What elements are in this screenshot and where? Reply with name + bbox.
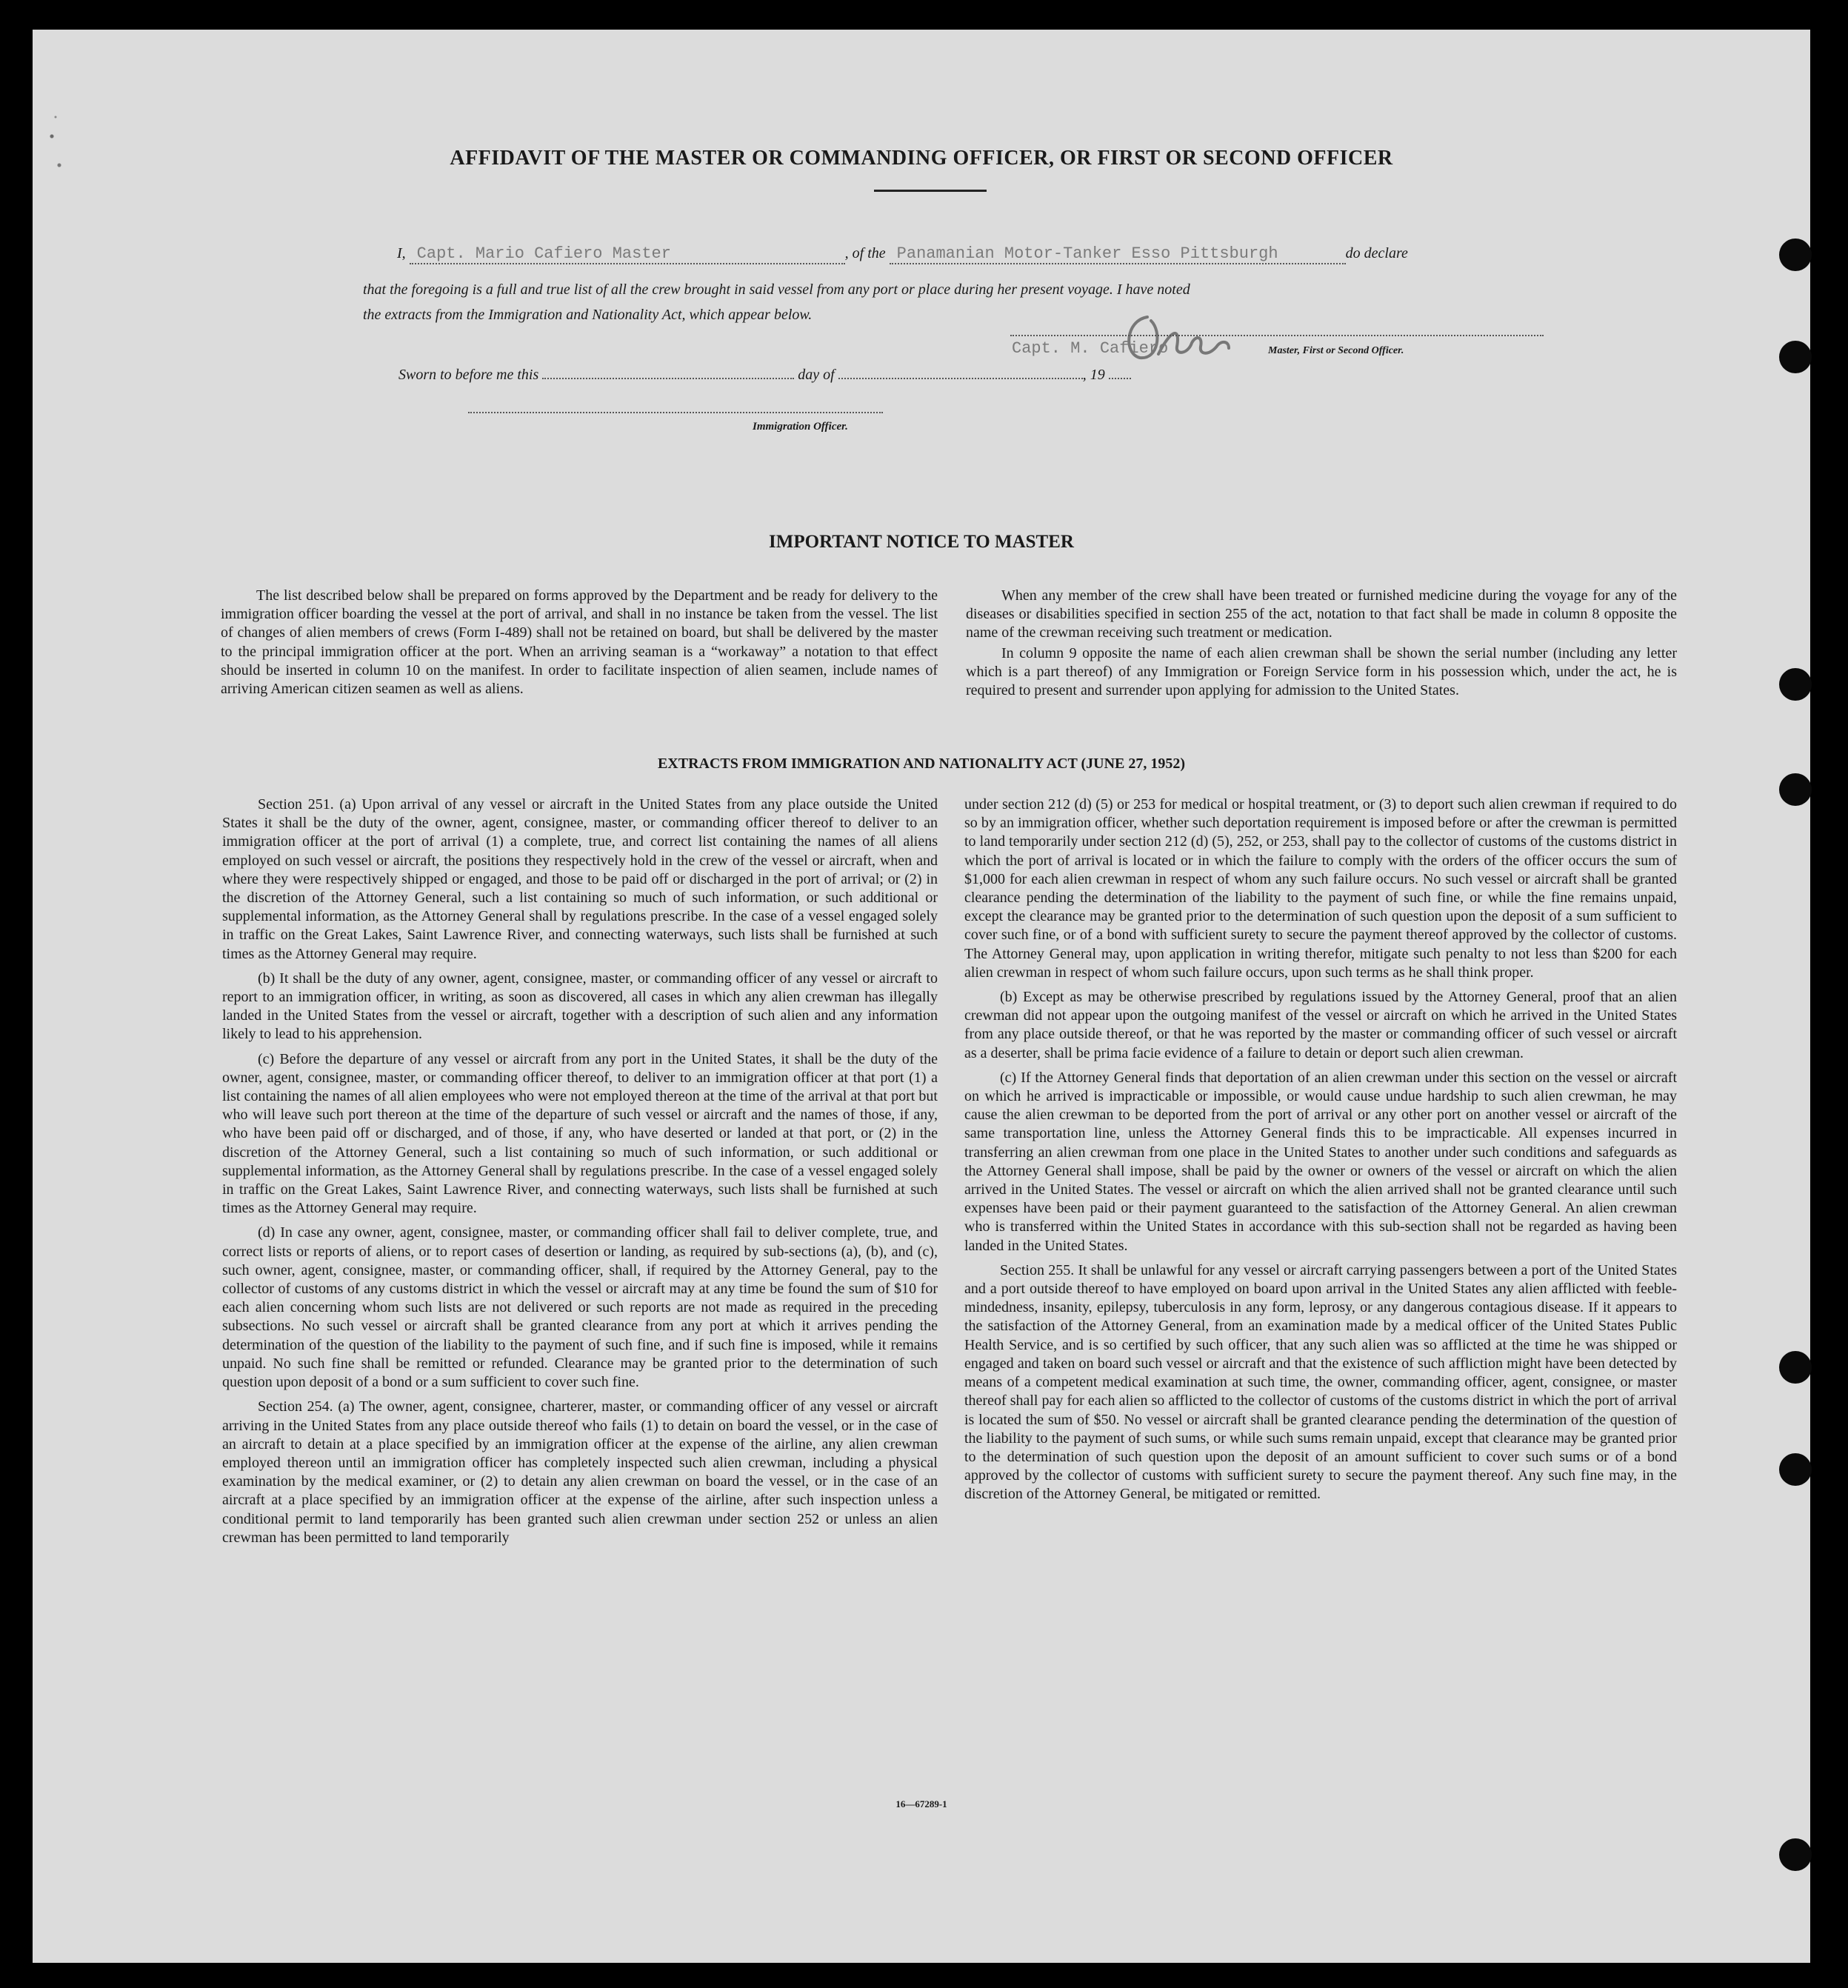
- sworn-month-blank: [838, 364, 1083, 379]
- notice-left-column: [221, 587, 938, 704]
- extract-paragraph: (c) If the Attorney General finds that deportation of an alien crewman under this section on the vessel or aircraft on which he arrived is impracticable or impossible, or would cause undue hardship to such alien crewman, he may cause the alien crewman to be deported from the port of arrival or any other port on another vessel or aircraft of the same transportation line, unless the Attorney General finds this to be impracticable. All expenses incurred in transferring an alien crewman from one place in the United States to another under such conditions and safeguards as the Attorney General shall impose, shall be paid by the owner or owners of the vessel or aircraft on which the alien arrived in the United States. The vessel or aircraft on which the alien arrived shall not be granted clearance until such expenses have been paid or their payment guaranteed to the satisfaction of the Attorney General. An alien crewman who is transferred within the United States in accordance with this sub-section shall not be regarded as having been landed in the United States.: [964, 1069, 1677, 1254]
- form-code: 16—67289-1: [895, 1798, 947, 1809]
- affidavit-line-3: the extracts from the Immigration and Nationality Act, which appear below.: [363, 307, 813, 323]
- binder-hole: [1779, 1838, 1812, 1871]
- title-divider: [874, 190, 987, 192]
- line1-mid: , of the: [844, 245, 886, 261]
- master-name-field: Capt. Mario Cafiero Master: [410, 244, 845, 264]
- extracts-right-column: [964, 795, 1677, 1510]
- extract-paragraph: under section 212 (d) (5) or 253 for medical or hospital treatment, or (3) to deport such alien crewman if required to do so by an immigration officer, whether such deportation requirement is imposed before or after the crewman is permitted to land temporarily under section 212 (d) (5), 252, or 253, shall pay to the collector of customs of the customs district in which the port of arrival is located or in which the failure to comply with the orders of the officer occurs the sum of $1,000 for each alien crewman in respect of whom any such failure occurs. No such vessel or aircraft shall be granted clearance pending the determination of the liability to the payment of such fine, or while the fine remains unpaid, except the clearance may be granted prior to the determination of such question upon the deposit of a sum sufficient to cover such fine, or of a bond with sufficient surety to secure the payment thereof approved by the collector of customs. The Attorney General may, upon application in writing therefor, mitigate such penalty to not less than $200 for each alien crewman in respect of whom such failure occurs, upon such terms as he shall think proper.: [964, 796, 1677, 981]
- notice-left-paragraph: The list described below shall be prepared on forms approved by the Department and be ready for delivery to the immigration officer boarding the vessel at the port of arrival, and shall in no instance be taken from the vessel. The list of changes of alien members of crews (Form I-489) shall not be retained on board, but shall be delivered by the master to the principal immigration officer at the port. When an arriving seaman is a “workaway” a notation to that effect should be inserted in column 10 on the manifest. In order to facilitate inspection of alien seamen, include names of arriving American citizen seamen as well as aliens.: [221, 587, 938, 698]
- extract-paragraph: (b) Except as may be otherwise prescribed by regulations issued by the Attorney General, proof that an alien crewman did not appear upon the outgoing manifest of the vessel or aircraft on which he arrived in the United States from any place outside thereof, or that he was reported by the master or commanding officer of such vessel or aircraft as a deserter, shall be prima facie evidence of a failure to detain or deport such alien crewman.: [964, 989, 1677, 1061]
- page-smudge: [37, 98, 74, 194]
- notice-right-paragraph-1: When any member of the crew shall have been treated or furnished medicine during the voyage for any of the diseases or disabilities specified in section 255 of the act, notation to that fact shall be made in column 8 opposite the name of the crewman receiving such treatment or medication.: [966, 587, 1677, 641]
- sworn-year-label: , 19: [1082, 367, 1105, 383]
- extracts-title: EXTRACTS FROM IMMIGRATION AND NATIONALITY ACT (JUNE 27, 1952): [657, 755, 1186, 772]
- line1-prefix: I,: [397, 245, 406, 261]
- affidavit-title: AFFIDAVIT OF THE MASTER OR COMMANDING OFFICER, OR FIRST OR SECOND OFFICER: [450, 147, 1393, 170]
- sworn-day-label: day of: [798, 367, 835, 383]
- extract-paragraph: (d) In case any owner, agent, consignee, master, or commanding officer shall fail to deliver complete, true, and correct lists or reports of aliens, or to report cases of desertion or landing, as required by sub-sections (a), (b), and (c), such owner, agent, consignee, master, or commanding officer, shall, if required by the Attorney General, pay to the collector of customs of any customs district in which the vessel or aircraft may at any time be found the sum of $10 for each alien concerning whom such lists are not delivered or such reports are not made as required in the preceding subsections. No such vessel or aircraft shall be granted clearance from any port at which it arrives pending the determination of the question of the liability to the payment of such fine, and if such fine is imposed, while it remains unpaid. No such fine shall be remitted or refunded. Clearance may be granted prior to the determination of such question upon deposit of a bond or a sum sufficient to cover such fine.: [222, 1224, 938, 1391]
- sworn-prefix: Sworn to before me this: [398, 367, 539, 383]
- extract-paragraph: Section 254. (a) The owner, agent, consignee, charterer, master, or commanding officer of any vessel or aircraft arriving in the United States from any place outside thereof who fails (1) to detain on board the vessel, or in the case of an aircraft to detain at a place specified by an immigration officer at the expense of the airline, any alien crewman employed thereon until an immigration officer has completely inspected such alien crewman, including a physical examination by the medical examiner, or (2) to detain any alien crewman on board the vessel, or in the case of an aircraft at a place specified by an immigration officer at the expense of the airline, after such inspection unless a conditional permit to land temporarily has been granted such alien crewman under section 252 or unless an alien crewman has been permitted to land temporarily: [222, 1398, 938, 1546]
- binder-hole: [1779, 1351, 1812, 1384]
- sworn-date-blank: [542, 364, 794, 379]
- extract-paragraph: Section 255. It shall be unlawful for any vessel or aircraft carrying passengers between a port of the United States and a port outside thereof to have employed on board upon arrival in the United States any alien afflicted with feeble-mindedness, insanity, epilepsy, tuberculosis in any form, leprosy, or any dangerous contagious disease. If it appears to the satisfaction of the Attorney General, from an examination made by a medical officer of the United States Public Health Service, and is so certified by such officer, that any such alien was so afflicted at the time he was shipped or engaged and taken on board such vessel or aircraft and that the existence of such affliction might have been detected by means of a competent medical examination at such time, the owner, commanding officer, agent, consignee, or master thereof shall pay for each alien so afflicted to the collector of customs of the customs district in which the port of arrival is located the sum of $50. No vessel or aircraft shall be granted clearance pending the determination of the question of the liability to the payment of such sums, or while such sums remain unpaid, except that clearance may be granted prior to the determination of such question upon the deposit of an amount sufficient to cover such sums or of a bond approved by the collector of customs with sufficient surety to secure the payment thereof. Any such fine may, in the discretion of the Attorney General, be mitigated or remitted.: [964, 1261, 1677, 1503]
- affidavit-line-1: [397, 244, 1408, 264]
- signature-line: [1010, 335, 1544, 336]
- extract-paragraph: (b) It shall be the duty of any owner, agent, consignee, master, or commanding officer of any vessel or aircraft to report to an immigration officer, in writing, as soon as discovered, all cases in which any alien crewman has illegally landed in the United States from the vessel or aircraft, together with a description of such alien and any information likely to lead to his apprehension.: [222, 970, 938, 1043]
- binder-hole: [1779, 668, 1812, 701]
- vessel-name-field: Panamanian Motor-Tanker Esso Pittsburgh: [890, 244, 1346, 264]
- sworn-line: [398, 364, 1131, 384]
- sworn-year-blank: [1109, 364, 1131, 379]
- binder-hole: [1779, 773, 1812, 806]
- officer-label: Immigration Officer.: [753, 421, 848, 433]
- document-page: [33, 30, 1810, 1963]
- line1-suffix: do declare: [1345, 245, 1408, 261]
- notice-title: IMPORTANT NOTICE TO MASTER: [769, 532, 1074, 552]
- extract-paragraph: (c) Before the departure of any vessel or aircraft from any port in the United States, it shall be the duty of the owner, agent, consignee, master, or commanding officer thereof, to deliver to an immigration officer at that port (1) a list containing the names of all alien employees who were not employed thereon at the time of the arrival at that port but who will leave such port thereon at the time of the departure of such vessel or aircraft and the names of those, if any, who have been paid off or discharged, and of those, if any, who have deserted or landed at that port, or (2) in the discretion of the Attorney General, such a list containing so much of such information, or such additional or supplemental information, as the Attorney General shall by regulations prescribe. In the case of a vessel engaged solely in traffic on the Great Lakes, Saint Lawrence River, and connecting waterways, such lists shall be furnished at such times as the Attorney General may require.: [222, 1050, 938, 1217]
- binder-hole: [1779, 239, 1812, 271]
- notice-right-column: [966, 587, 1677, 706]
- notice-right-paragraph-2: In column 9 opposite the name of each alien crewman shall be shown the serial number (including any letter which is a part thereof) of any Immigration or Foreign Service form in his possession which, under the act, he is required to present and surrender upon applying for admission to the United States.: [966, 644, 1677, 699]
- signature-typed: Capt. M. Cafiero: [1012, 339, 1169, 358]
- signature-role-label: Master, First or Second Officer.: [1268, 345, 1404, 356]
- binder-hole: [1779, 1453, 1812, 1486]
- affidavit-line-2: that the foregoing is a full and true list of all the crew brought in said vessel from any port or place during her present voyage. I have noted: [363, 281, 1190, 298]
- extract-paragraph: Section 251. (a) Upon arrival of any vessel or aircraft in the United States from any place outside the United States it shall be the duty of the owner, agent, consignee, master, or commanding officer thereof to deliver to an immigration officer at the port of arrival (1) a complete, true, and correct list containing the names of all aliens employed on such vessel or aircraft, the positions they respectively hold in the crew of the vessel or aircraft, when and where they were respectively shipped or engaged, and those to be paid off or discharged in the port of arrival; or (2) in the discretion of the Attorney General, such a list containing so much of such information, or such additional or supplemental information, as the Attorney General shall by regulations prescribe. In the case of a vessel engaged solely in traffic on the Great Lakes, Saint Lawrence River, and connecting waterways, such lists shall be furnished at such times as the Attorney General may require.: [222, 796, 938, 962]
- extracts-left-column: [222, 795, 938, 1553]
- officer-signature-line: [468, 412, 883, 413]
- binder-hole: [1779, 341, 1812, 373]
